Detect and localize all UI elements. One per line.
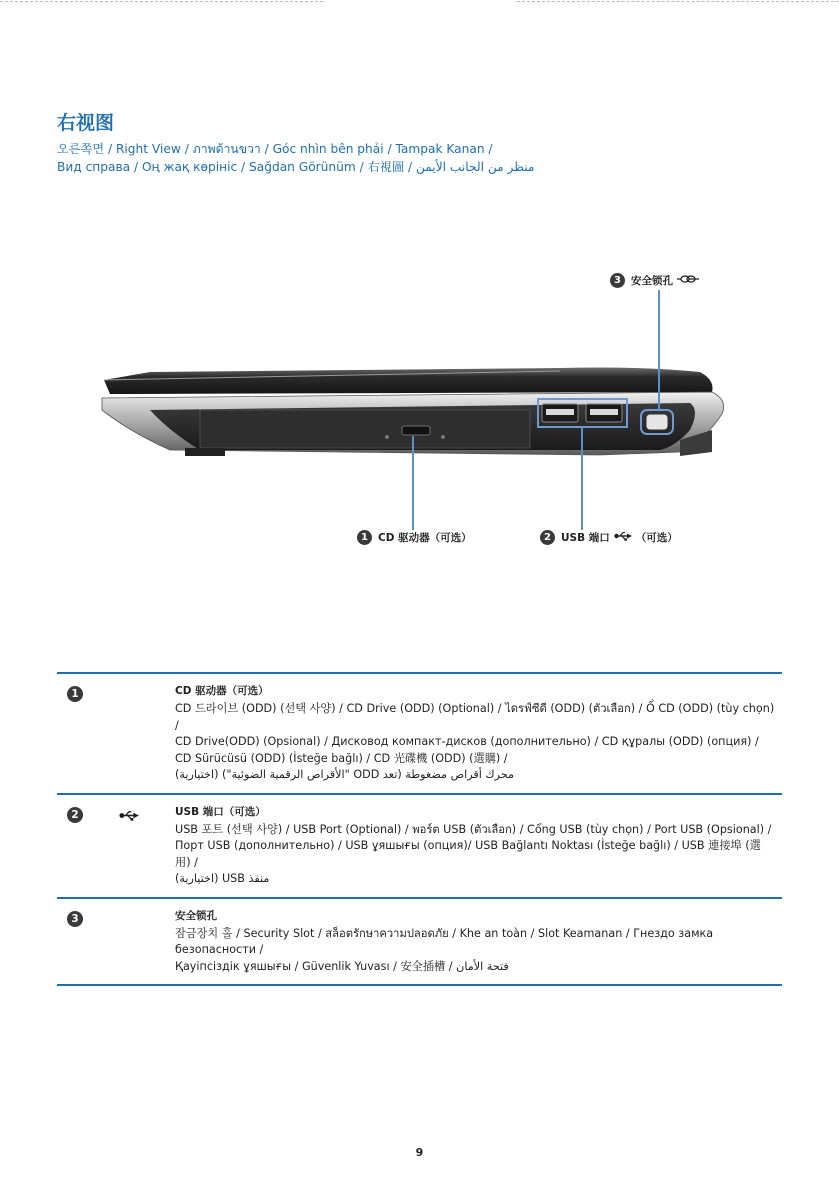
row-text: CD 드라이브 (ODD) (선택 사양) / CD Drive (ODD) (Optional) / ไดรฟ์ซีดี (ODD) (ตัวเลือก) / Ổ CD (ODD) (tùy chọn) / [175, 702, 775, 732]
callout-usb-port [540, 530, 678, 545]
row-body [175, 899, 782, 985]
row-number: 2 [67, 807, 83, 823]
row-text: Қауіпсіздік ұяшығы / Güvenlik Yuvası / 安全插槽 / فتحة الأمان [175, 959, 509, 973]
usb-icon [614, 531, 632, 544]
row-text: CD Sürücüsü (ODD) (İsteğe bağlı) / CD 光碟機 (ODD) (選購) / [175, 751, 508, 765]
usb-icon [119, 806, 139, 825]
row-heading: CD 驱动器（可选） [175, 685, 269, 697]
callout-label-suffix: （可选） [635, 532, 678, 544]
row-text: USB 포트 (선택 사양) / USB Port (Optional) / พอร์ต USB (ตัวเลือก) / Cổng USB (tùy chọn) / Port USB (Opsional) / [175, 822, 772, 836]
callout-number: 2 [540, 530, 555, 545]
subtitle-line-2: Вид справа / Оң жақ көрініс / Sağdan Görünüm / 右視圖 / منظر من الجانب الأيمن [57, 160, 535, 174]
callout-number: 1 [357, 530, 372, 545]
page-number: 9 [415, 1146, 424, 1159]
table-row [57, 897, 782, 987]
row-body [175, 674, 782, 793]
table-row [57, 793, 782, 897]
row-body [175, 795, 782, 897]
description-table [57, 672, 782, 986]
table-row [57, 672, 782, 793]
callout-cd-drive [357, 530, 472, 545]
callout-label: CD 驱动器（可选） [378, 532, 472, 544]
callout-label: 安全锁孔 [631, 275, 673, 287]
security-lock-icon [677, 274, 699, 287]
row-number: 3 [67, 911, 83, 927]
subtitle-line-1: 오른쪽면 / Right View / ภาพด้านขวา / Góc nhìn bên phải / Tampak Kanan / [57, 142, 493, 156]
callout-number: 3 [610, 273, 625, 288]
callout-security-slot [610, 273, 703, 288]
row-text: Порт USB (дополнительно) / USB ұяшығы (опция)/ USB Bağlantı Noktası (İsteğe bağlı) / USB 連接埠 (選用) / [175, 839, 761, 869]
row-text: محرك أقراص مضغوطة (تعد ODD "الأقراص الرقمية الضوئية") (اختيارية) [175, 768, 514, 781]
row-text: 잠금장치 홀 / Security Slot / สล็อตรักษาความปลอดภัย / Khe an toàn / Slot Keamanan / Гнездо замка безопасности / [175, 926, 714, 956]
page-title: 右视图 [57, 112, 115, 134]
row-text: منفذ USB (اختيارية) [175, 872, 270, 885]
row-text: CD Drive(ODD) (Opsional) / Дисковод компакт-дисков (дополнительно) / CD құралы (ODD) (опция) / [175, 735, 759, 748]
row-heading: USB 端口（可选） [175, 805, 266, 818]
row-heading: 安全锁孔 [175, 909, 217, 922]
callout-label: USB 端口 [561, 532, 610, 544]
row-number: 1 [67, 686, 83, 702]
